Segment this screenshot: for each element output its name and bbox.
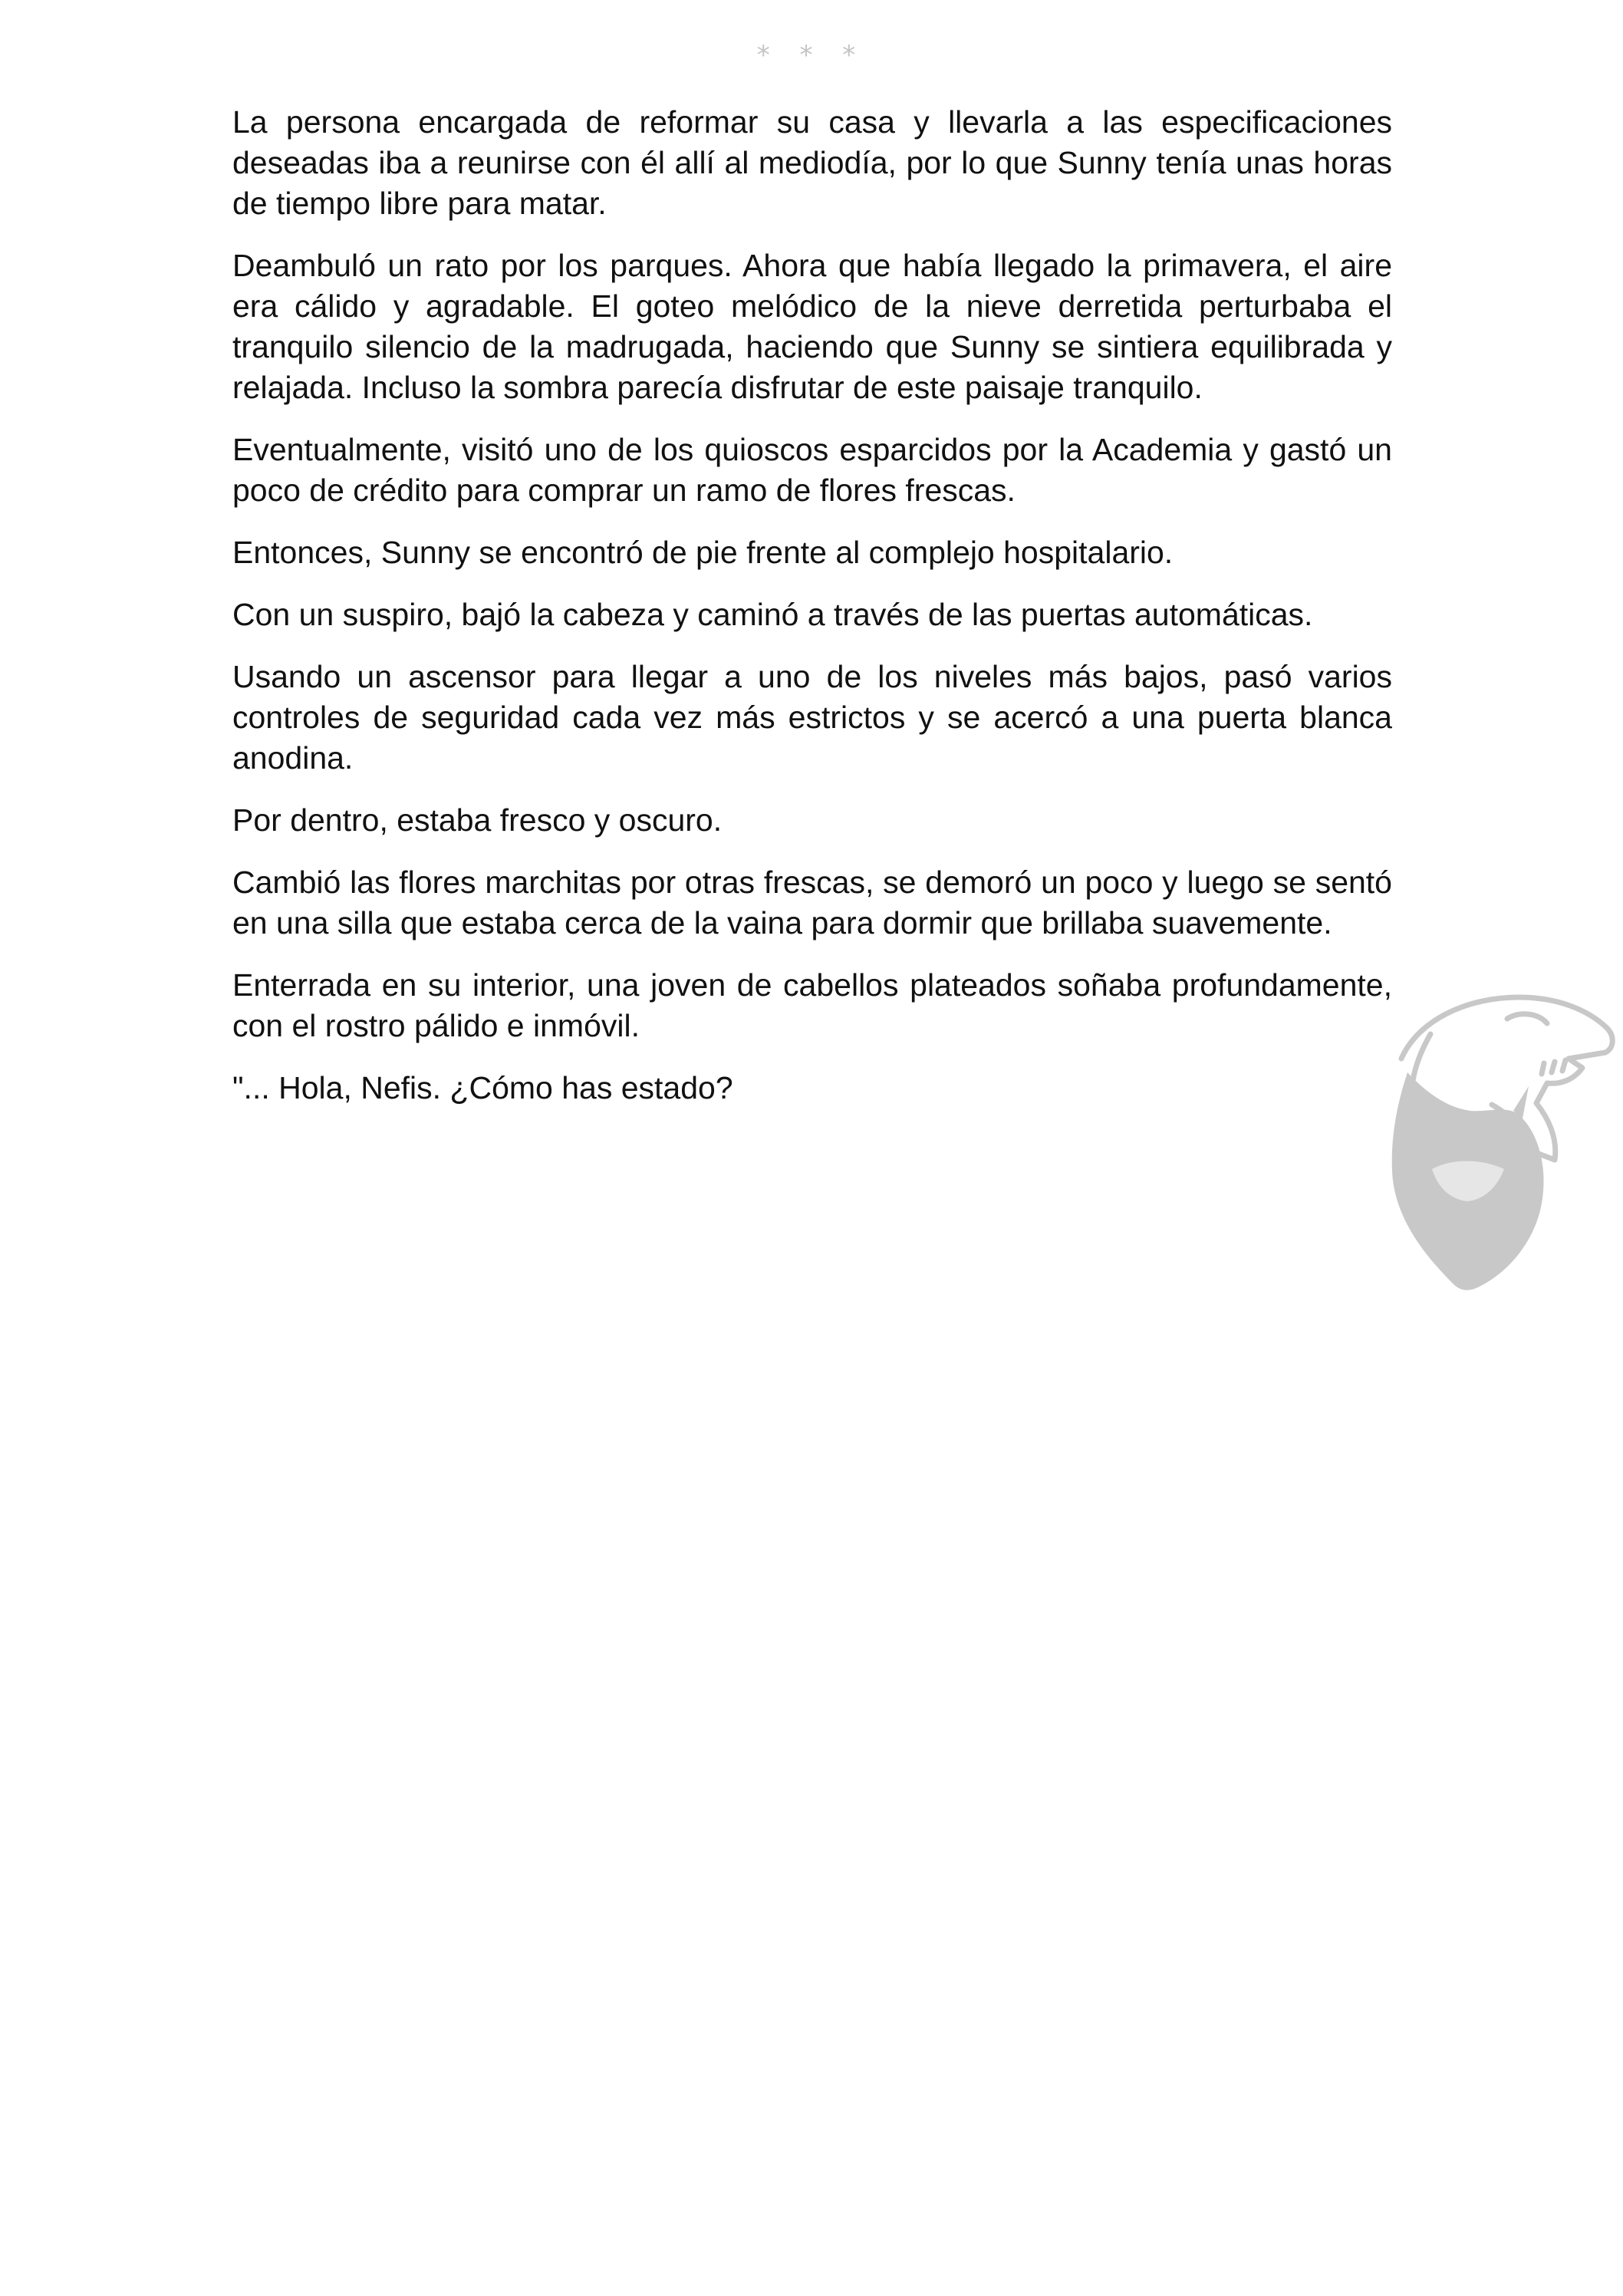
paragraph: Por dentro, estaba fresco y oscuro. [232, 802, 723, 838]
paragraph: La persona encargada de reformar su casa y llevarla a las especificaciones deseadas iba a reunirse con él allí al mediodía, por lo que Sunny tenía unas horas de tiempo libre para matar. [232, 104, 1392, 221]
text-body [232, 102, 1392, 1130]
paragraph: Deambuló un rato por los parques. Ahora que había llegado la primavera, el aire era cálido y agradable. El goteo melódico de la nieve derretida perturbaba el tranquilo silencio de la madrugada, haciendo que Sunny se sintiera equilibrada y relajada. Incluso la sombra parecía disfrutar de este paisaje tranquilo. [232, 248, 1392, 405]
paragraph: "... Hola, Nefis. ¿Cómo has estado? [232, 1070, 733, 1105]
section-divider: * * * [756, 40, 867, 71]
paragraph: Entonces, Sunny se encontró de pie frente al complejo hospitalario. [232, 535, 1174, 570]
paragraph: Enterrada en su interior, una joven de cabellos plateados soñaba profundamente, con el rostro pálido e inmóvil. [232, 967, 1392, 1043]
watermark-logo-icon [1384, 988, 1622, 1295]
paragraph: Con un suspiro, bajó la cabeza y caminó a través de las puertas automáticas. [232, 597, 1313, 632]
paragraph: Eventualmente, visitó uno de los quioscos esparcidos por la Academia y gastó un poco de crédito para comprar un ramo de flores frescas. [232, 432, 1392, 508]
paragraph: Cambió las flores marchitas por otras frescas, se demoró un poco y luego se sentó en una silla que estaba cerca de la vaina para dormir que brillaba suavemente. [232, 865, 1392, 940]
paragraph: Usando un ascensor para llegar a uno de los niveles más bajos, pasó varios controles de seguridad cada vez más estrictos y se acercó a una puerta blanca anodina. [232, 659, 1392, 776]
